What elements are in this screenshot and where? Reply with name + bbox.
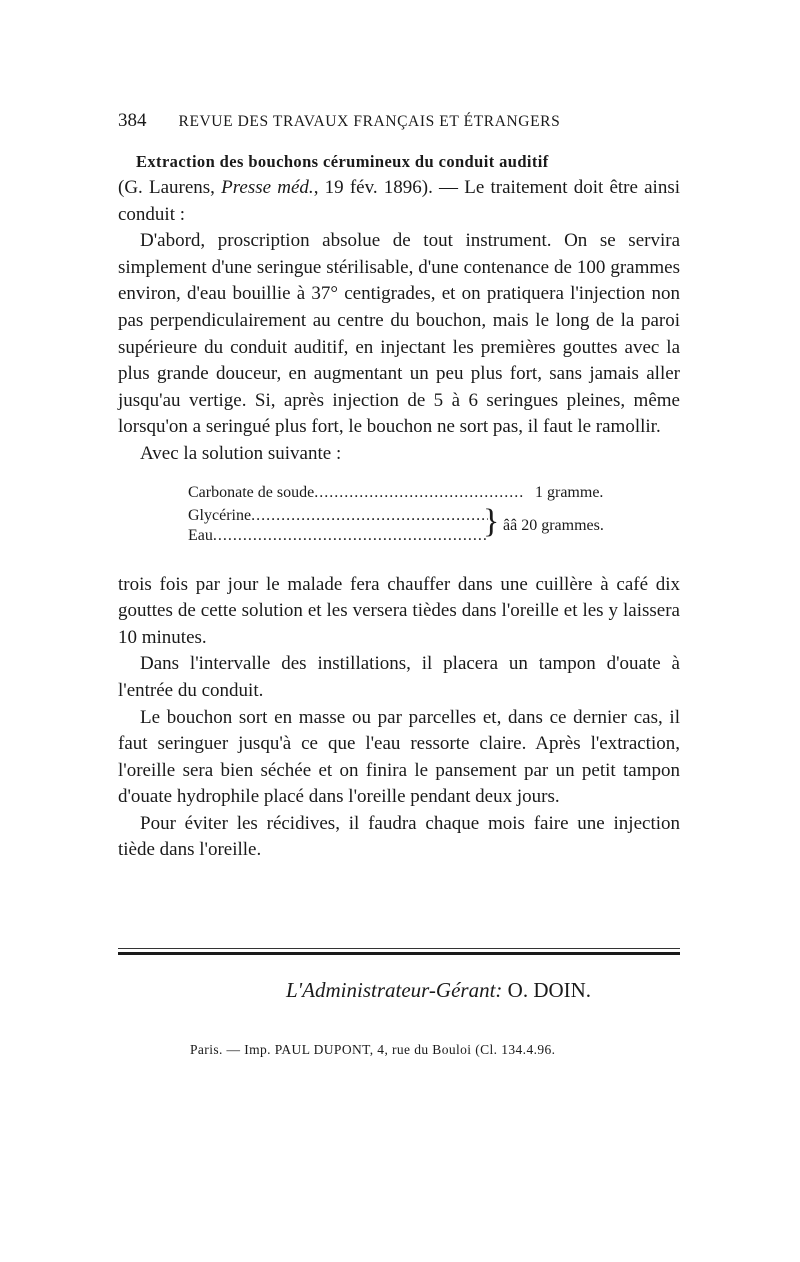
rule-thin-line (118, 948, 680, 949)
formula-brace: } (483, 502, 500, 540)
citation-author: (G. Laurens, (118, 177, 222, 198)
paragraph-procedure: D'abord, proscription absolue de tout instrument. On se servira simplement d'une seringue stérilisable, d'une contenance de 100 grammes environ, d'eau bouillie à 37° centigrades, et on pratiquera l'injection non pas perpendiculairement au centre du bouchon, mais le long de la paroi supérieure du conduit auditif, en injectant les premières gouttes avec la plus grande douceur, en augmentant un peu plus fort, sans jamais aller jusqu'au vertige. Si, après injection de 5 à 6 seringues pleines, même lorsqu'on a seringué plus fort, le bouchon ne sort pas, il faut le ramollir. (118, 230, 680, 438)
signature-name: O. DOIN. (507, 978, 592, 1002)
leader-dots (213, 527, 488, 545)
article-title: Extraction des bouchons cérumineux du conduit auditif (136, 152, 549, 171)
citation-journal: Presse méd. (221, 177, 314, 198)
article-citation (118, 175, 680, 228)
page-number: 384 (118, 110, 147, 131)
formula-line-eau (188, 527, 488, 545)
formula-ingredient-carbonate: Carbonate de soude (188, 483, 315, 501)
formula-ingredient-glycerine: Glycérine (188, 506, 252, 524)
document-page (118, 110, 680, 864)
running-header (118, 110, 680, 140)
leader-dots (251, 507, 488, 525)
paragraph-dosage: trois fois par jour le malade fera chauffer dans une cuillère à café dix gouttes de cette solution et les versera tièdes dans l'oreille et les y laissera 10 minutes. (118, 573, 680, 648)
signature-role: L'Administrateur-Gérant: (286, 978, 503, 1002)
formula-qty-glycerine-eau: ââ 20 grammes. (503, 516, 604, 534)
signature (286, 978, 591, 1003)
formula-line-carbonate (188, 484, 523, 502)
leader-dots (314, 484, 523, 502)
paragraph-extraction: Le bouchon sort en masse ou par parcelles et, dans ce dernier cas, il faut seringuer jusqu'à ce que l'eau ressorte claire. Après l'extraction, l'oreille sera bien séchée et on finira le pansement par un petit tampon d'ouate hydrophile placé dans l'oreille pendant deux jours. (118, 706, 680, 808)
paragraph-tampon: Dans l'intervalle des instillations, il placera un tampon d'ouate à l'entrée du conduit. (118, 653, 680, 701)
printer-imprint: Paris. — Imp. PAUL DUPONT, 4, rue du Bouloi (Cl. 134.4.96. (190, 1042, 556, 1057)
formula-line-glycerine (188, 507, 488, 525)
citation-details: , 19 fév. 1896). — Le traitement doit être ainsi conduit : (118, 177, 680, 225)
rule-thick-line (118, 952, 680, 955)
formula-block (118, 482, 680, 560)
footer-rule (118, 948, 680, 955)
formula-ingredient-eau: Eau (188, 526, 213, 544)
formula-qty-carbonate: 1 gramme. (535, 483, 604, 501)
running-title: REVUE DES TRAVAUX FRANÇAIS ET ÉTRANGERS (178, 113, 561, 130)
paragraph-solution-intro: Avec la solution suivante : (140, 442, 342, 464)
paragraph-prevention: Pour éviter les récidives, il faudra chaque mois faire une injection tiède dans l'oreille. (118, 812, 680, 861)
